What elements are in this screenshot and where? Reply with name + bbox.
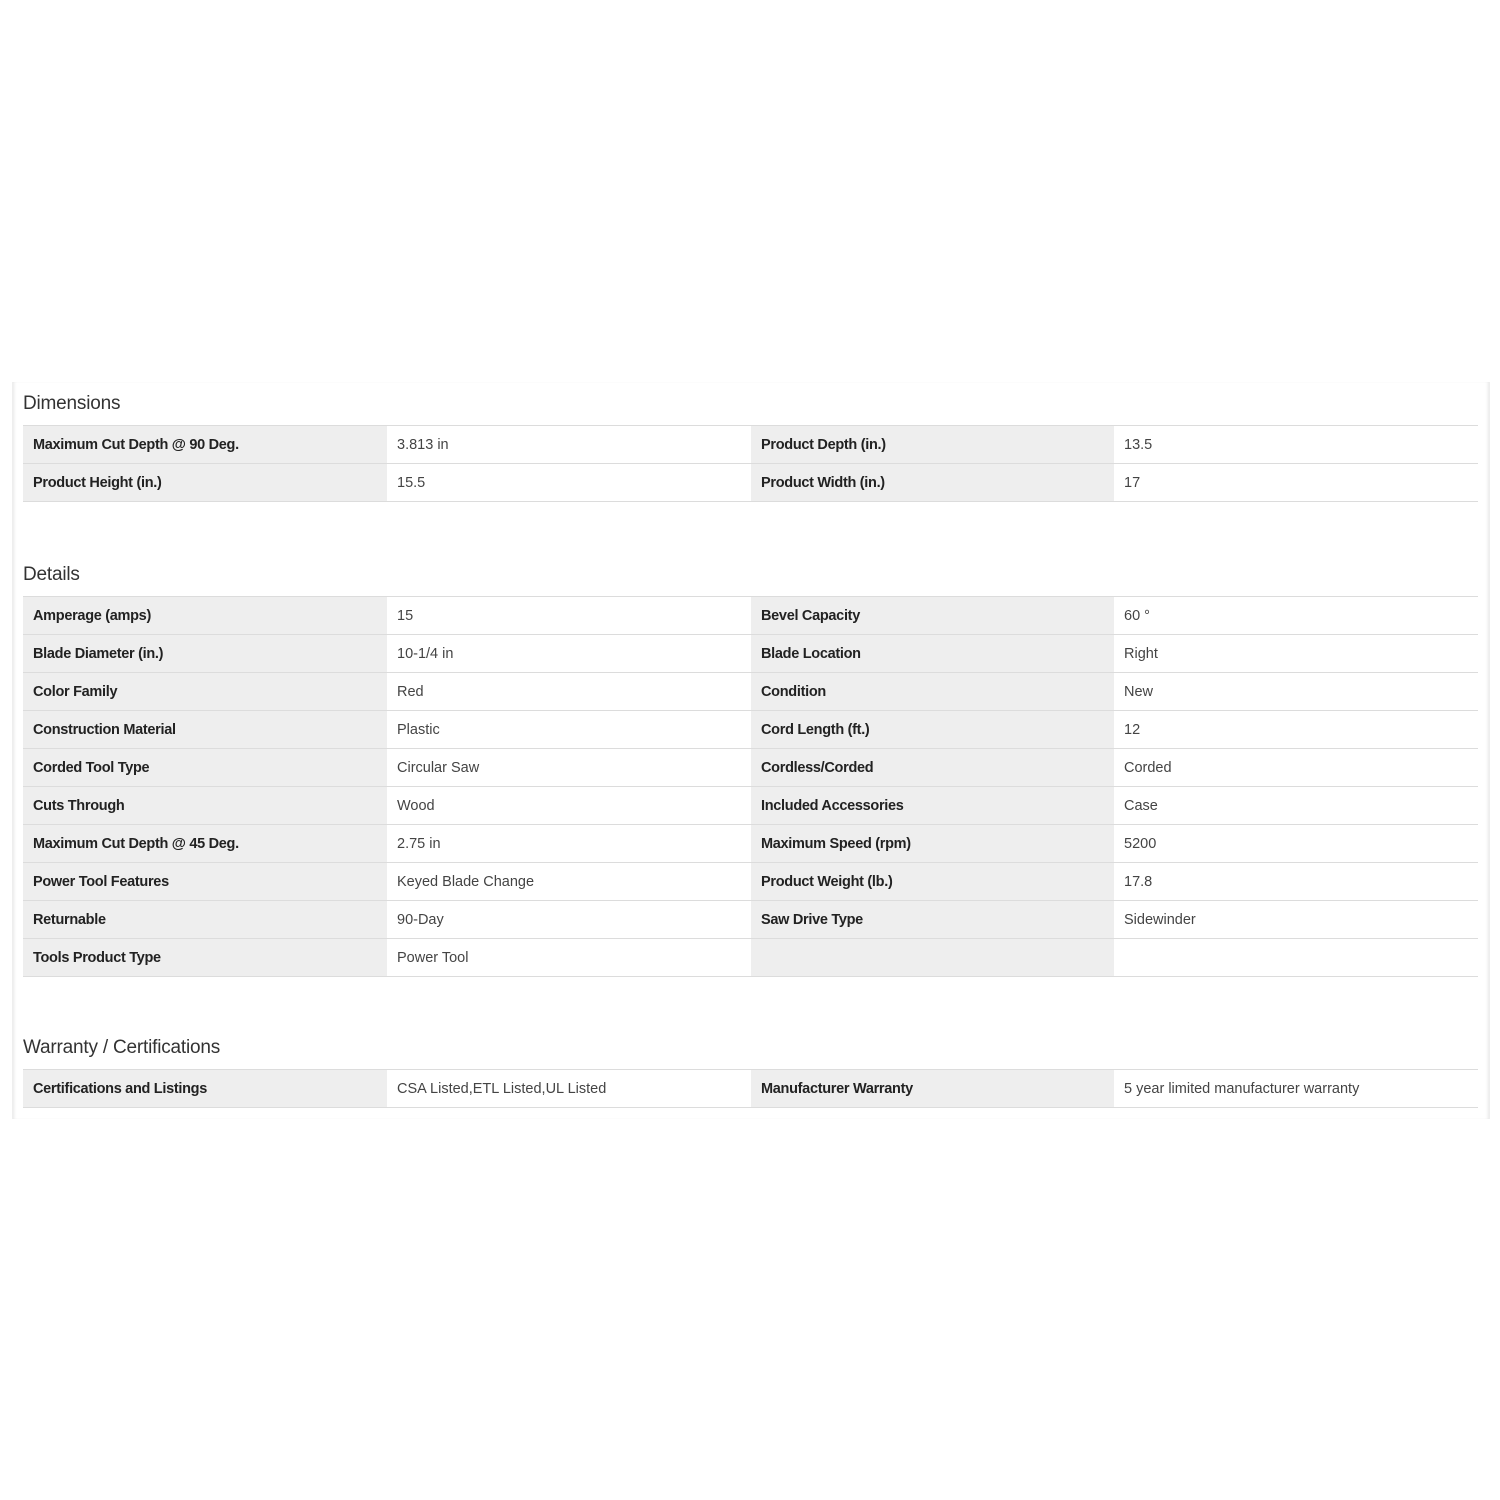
table-row	[23, 1070, 1478, 1108]
spec-value: 12	[1114, 711, 1478, 749]
spec-label: Maximum Cut Depth @ 45 Deg.	[23, 825, 387, 863]
spec-label: Corded Tool Type	[23, 749, 387, 787]
spec-label: Amperage (amps)	[23, 597, 387, 635]
table-row	[23, 939, 1478, 977]
spec-value: Red	[387, 673, 751, 711]
spec-value: Corded	[1114, 749, 1478, 787]
table-row	[23, 673, 1478, 711]
spec-label: Cord Length (ft.)	[751, 711, 1114, 749]
section-title: Dimensions	[23, 393, 121, 414]
spec-label-empty	[751, 939, 1114, 977]
spec-value: 17.8	[1114, 863, 1478, 901]
table-row	[23, 597, 1478, 635]
spec-label: Product Width (in.)	[751, 464, 1114, 502]
spec-label: Blade Diameter (in.)	[23, 635, 387, 673]
specs-table	[23, 1069, 1478, 1108]
spec-label: Cuts Through	[23, 787, 387, 825]
spec-label: Certifications and Listings	[23, 1070, 387, 1108]
spec-label: Maximum Cut Depth @ 90 Deg.	[23, 426, 387, 464]
spec-value: 13.5	[1114, 426, 1478, 464]
spec-value: Right	[1114, 635, 1478, 673]
spec-value: Power Tool	[387, 939, 751, 977]
spec-value: Circular Saw	[387, 749, 751, 787]
spec-label: Saw Drive Type	[751, 901, 1114, 939]
table-row	[23, 787, 1478, 825]
spec-value: Keyed Blade Change	[387, 863, 751, 901]
table-row	[23, 635, 1478, 673]
spec-value: 10-1/4 in	[387, 635, 751, 673]
table-row	[23, 426, 1478, 464]
section-warranty-certifications	[23, 1026, 1478, 1108]
spec-label: Included Accessories	[751, 787, 1114, 825]
spec-value: Sidewinder	[1114, 901, 1478, 939]
spec-label: Returnable	[23, 901, 387, 939]
section-dimensions	[23, 382, 1478, 502]
spec-label: Construction Material	[23, 711, 387, 749]
spec-value: 90-Day	[387, 901, 751, 939]
specs-table	[23, 596, 1478, 977]
spec-label: Maximum Speed (rpm)	[751, 825, 1114, 863]
table-row	[23, 749, 1478, 787]
spec-value-empty	[1114, 939, 1478, 977]
section-details	[23, 553, 1478, 977]
section-title: Details	[23, 564, 80, 585]
specs-table	[23, 425, 1478, 502]
spec-value: 2.75 in	[387, 825, 751, 863]
spec-value: 5 year limited manufacturer warranty	[1114, 1070, 1478, 1108]
spec-label: Product Depth (in.)	[751, 426, 1114, 464]
table-row	[23, 711, 1478, 749]
spec-label: Tools Product Type	[23, 939, 387, 977]
spec-label: Color Family	[23, 673, 387, 711]
spec-value: Plastic	[387, 711, 751, 749]
spec-value: Case	[1114, 787, 1478, 825]
spec-label: Manufacturer Warranty	[751, 1070, 1114, 1108]
spec-value: CSA Listed,ETL Listed,UL Listed	[387, 1070, 751, 1108]
spec-label: Product Weight (lb.)	[751, 863, 1114, 901]
table-row	[23, 825, 1478, 863]
section-title: Warranty / Certifications	[23, 1037, 221, 1058]
spec-value: 15	[387, 597, 751, 635]
table-row	[23, 464, 1478, 502]
spec-label: Bevel Capacity	[751, 597, 1114, 635]
spec-value: New	[1114, 673, 1478, 711]
spec-label: Cordless/Corded	[751, 749, 1114, 787]
spec-label: Condition	[751, 673, 1114, 711]
table-row	[23, 901, 1478, 939]
spec-value: Wood	[387, 787, 751, 825]
spec-label: Blade Location	[751, 635, 1114, 673]
table-row	[23, 863, 1478, 901]
spec-value: 5200	[1114, 825, 1478, 863]
spec-label: Power Tool Features	[23, 863, 387, 901]
spec-label: Product Height (in.)	[23, 464, 387, 502]
specifications-panel	[12, 382, 1490, 1119]
spec-value: 3.813 in	[387, 426, 751, 464]
spec-value: 60 °	[1114, 597, 1478, 635]
spec-value: 17	[1114, 464, 1478, 502]
spec-value: 15.5	[387, 464, 751, 502]
